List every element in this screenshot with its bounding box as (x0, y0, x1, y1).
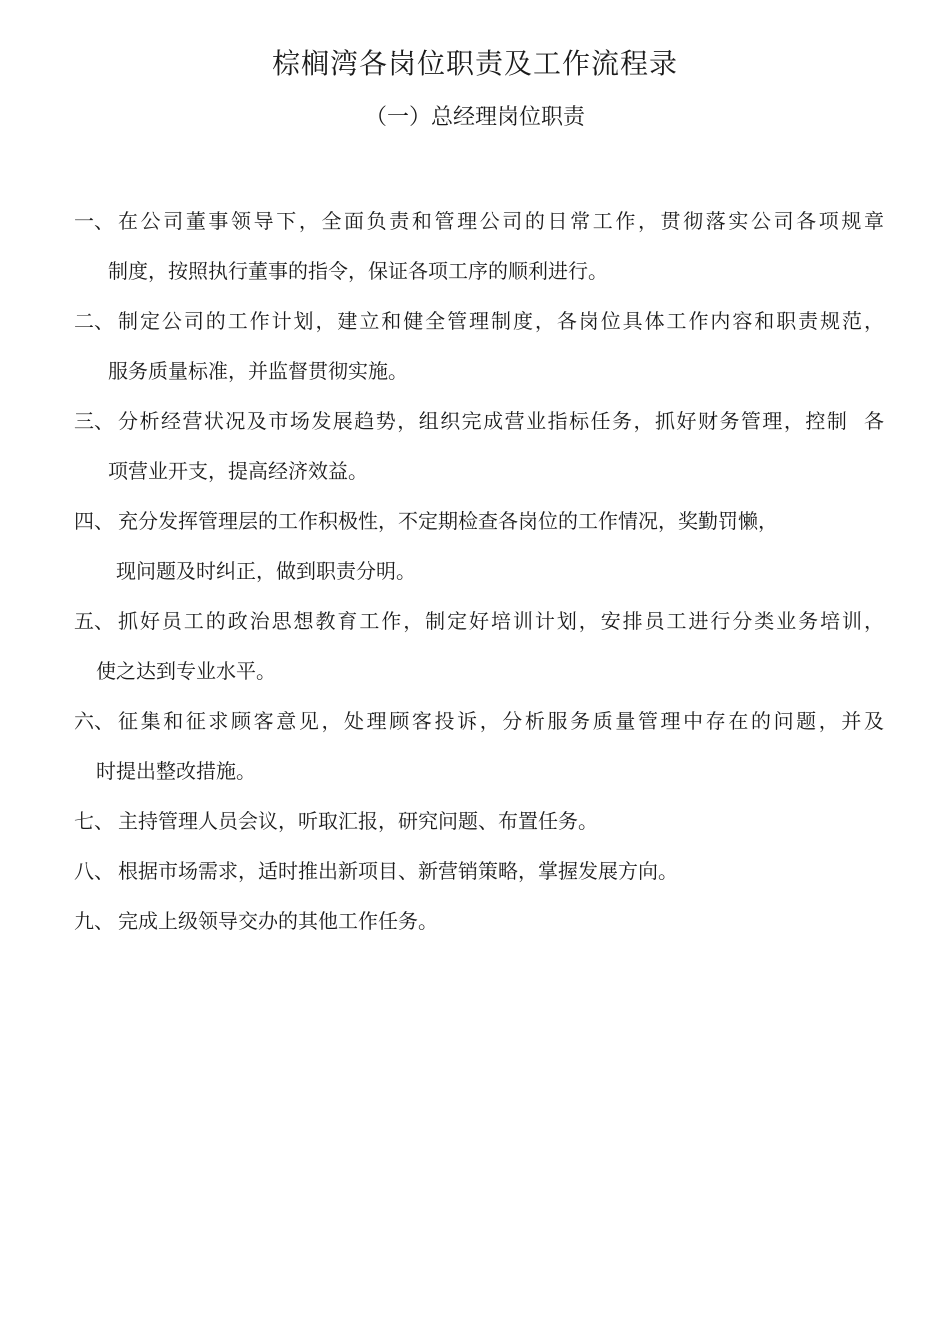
duty-item-8 (74, 846, 884, 896)
duty-item-number: 九、 (74, 909, 114, 933)
duty-item-text-continued: 使之达到专业水平。 (96, 659, 276, 683)
duty-item-text: 制定公司的工作计划，建立和健全管理制度，各岗位具体工作内容和职责规范， (118, 309, 884, 333)
duty-item-text: 根据市场需求，适时推出新项目、新营销策略，掌握发展方向。 (118, 859, 678, 883)
duty-item-text: 抓好员工的政治思想教育工作，制定好培训计划，安排员工进行分类业务培训， (118, 609, 884, 633)
duty-item-text-continued: 现问题及时纠正，做到职责分明。 (116, 559, 416, 583)
duty-item-text: 分析经营状况及市场发展趋势，组织完成营业指标任务，抓好财务管理，控制 各 (118, 409, 884, 433)
duty-item-number: 八、 (74, 859, 114, 883)
duty-item-text: 主持管理人员会议，听取汇报，研究问题、布置任务。 (118, 809, 598, 833)
duty-item-number: 六、 (74, 709, 114, 733)
duty-item-number: 二、 (74, 309, 114, 333)
duty-item-4 (74, 496, 884, 596)
duty-item-text: 在公司董事领导下，全面负责和管理公司的日常工作，贯彻落实公司各项规章 (118, 209, 884, 233)
duty-item-text: 征集和征求顾客意见，处理顾客投诉，分析服务质量管理中存在的问题，并及 (118, 709, 884, 733)
duty-list (74, 196, 884, 946)
duty-item-number: 四、 (74, 509, 114, 533)
duty-item-number: 三、 (74, 409, 114, 433)
duty-item-3 (74, 396, 884, 496)
duty-item-9 (74, 896, 884, 946)
duty-item-text-continued: 制度，按照执行董事的指令，保证各项工序的顺利进行。 (108, 259, 608, 283)
duty-item-number: 五、 (74, 609, 114, 633)
section-subtitle: （一）总经理岗位职责 (364, 105, 585, 130)
duty-item-text-continued: 项营业开支，提高经济效益。 (108, 459, 368, 483)
duty-item-1 (74, 196, 884, 296)
duty-item-number: 七、 (74, 809, 114, 833)
document-title: 棕榈湾各岗位职责及工作流程录 (271, 47, 678, 80)
duty-item-text-continued: 服务质量标准，并监督贯彻实施。 (108, 359, 408, 383)
duty-item-text-continued: 时提出整改措施。 (96, 759, 256, 783)
duty-item-text: 充分发挥管理层的工作积极性，不定期检查各岗位的工作情况，奖勤罚懒， (118, 509, 778, 533)
duty-item-7 (74, 796, 884, 846)
duty-item-2 (74, 296, 884, 396)
duty-item-6 (74, 696, 884, 796)
duty-item-number: 一、 (74, 209, 114, 233)
duty-item-text: 完成上级领导交办的其他工作任务。 (118, 909, 438, 933)
duty-item-5 (74, 596, 884, 696)
